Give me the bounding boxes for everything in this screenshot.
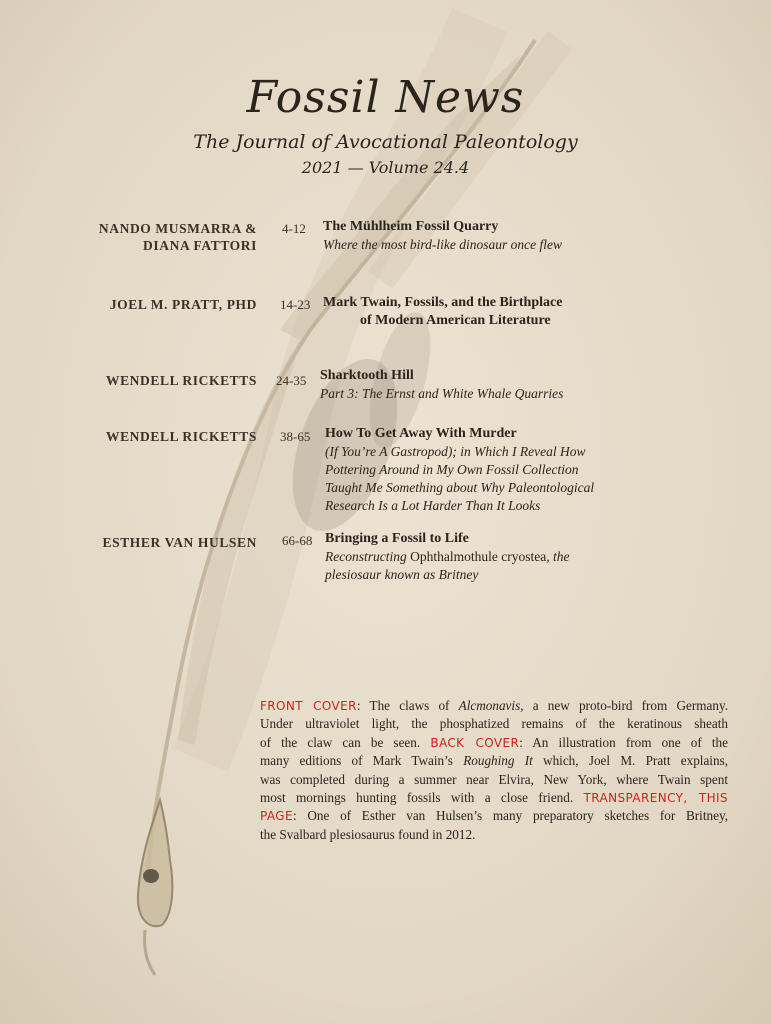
article-title: The Mühlheim Fossil Quarry xyxy=(323,219,499,234)
article-subtitle: Where the most bird-like dinosaur once flew xyxy=(323,237,562,252)
article-subtitle xyxy=(325,548,569,566)
back-cover-label: BACK COVER xyxy=(430,735,520,750)
article-title: of Modern American Literature xyxy=(360,313,551,328)
caption-line: was completed during a summer near Elvira, New York, where Twain spent xyxy=(260,771,728,787)
author-line: NANDO MUSMARRA & xyxy=(98,221,257,236)
author-line: DIANA FATTORI xyxy=(143,238,257,253)
subtitle-part: Reconstructing xyxy=(325,549,407,564)
toc-pages: 4-12 xyxy=(282,221,306,236)
toc-article xyxy=(325,425,594,515)
caption-line xyxy=(260,734,728,752)
caption-text: of the claw can be seen. xyxy=(260,734,431,750)
caption-line xyxy=(260,752,728,770)
journal-subtitle: The Journal of Avocational Paleontology xyxy=(193,131,578,153)
toc-pages: 38-65 xyxy=(280,429,311,444)
toc-article xyxy=(323,218,562,254)
article-subtitle: (If You’re A Gastropod); in Which I Reveal How xyxy=(325,444,586,459)
caption-text: which, Joel M. Pratt explains, xyxy=(532,753,728,769)
caption-text: most mornings hunting fossils with a close friend. xyxy=(260,790,584,806)
caption-line: Under ultraviolet light, the phosphatized remains of the keratinous sheath xyxy=(260,716,728,732)
transparency-label: PAGE xyxy=(260,809,293,824)
article-title: Mark Twain, Fossils, and the Birthplace xyxy=(323,295,563,310)
caption-text: many editions of Mark Twain’s xyxy=(260,753,464,769)
author-line: WENDELL RICKETTS xyxy=(105,373,257,388)
journal-title: Fossil News xyxy=(246,72,525,123)
toc-author xyxy=(110,296,257,313)
caption-line: the Svalbard plesiosaurus found in 2012. xyxy=(260,826,476,842)
article-subtitle: plesiosaur known as Britney xyxy=(325,567,479,582)
toc-author xyxy=(99,220,257,254)
author-line: WENDELL RICKETTS xyxy=(105,429,257,444)
species-name: Ophthalmothule cryostea xyxy=(410,549,547,564)
toc-article xyxy=(323,294,562,330)
toc-author xyxy=(106,372,257,389)
toc-article xyxy=(320,367,563,403)
toc-author xyxy=(106,428,257,445)
article-title: Bringing a Fossil to Life xyxy=(325,531,469,546)
caption-line xyxy=(260,697,728,715)
front-cover-label: FRONT COVER xyxy=(260,699,357,713)
toc-article xyxy=(325,530,569,584)
caption-text: : One of Esther van Hulsen’s many preparatory sketches for Britney, xyxy=(292,808,728,824)
article-title: Sharktooth Hill xyxy=(320,368,414,383)
article-subtitle: Pottering Around in My Own Fossil Collection xyxy=(325,462,579,477)
toc-author xyxy=(102,534,257,551)
cover-caption xyxy=(260,697,728,844)
genus-name: Alcmonavis xyxy=(458,698,521,713)
toc-pages: 66-68 xyxy=(282,533,313,548)
caption-text: : An illustration from one of the xyxy=(519,734,729,750)
transparency-label: TRANSPARENCY, THIS xyxy=(583,791,728,806)
article-subtitle: Research Is a Lot Harder Than It Looks xyxy=(325,498,541,513)
toc-pages: 14-23 xyxy=(280,297,311,312)
subtitle-part: , the xyxy=(546,549,570,564)
volume-label: 2021 — Volume 24.4 xyxy=(301,158,470,177)
article-subtitle: Part 3: The Ernst and White Whale Quarries xyxy=(320,386,564,401)
caption-text: : The claws of xyxy=(356,698,459,713)
author-line: ESTHER VAN HULSEN xyxy=(102,535,257,550)
article-subtitle: Taught Me Something about Why Paleontological xyxy=(325,480,595,495)
book-title: Roughing It xyxy=(463,753,533,769)
caption-line xyxy=(260,789,728,807)
article-title: How To Get Away With Murder xyxy=(325,426,517,441)
caption-text: , a new proto-bird from Germany. xyxy=(520,698,728,713)
caption-line xyxy=(260,807,728,825)
toc-pages: 24-35 xyxy=(276,373,307,388)
author-line: JOEL M. PRATT, PHD xyxy=(109,297,257,312)
